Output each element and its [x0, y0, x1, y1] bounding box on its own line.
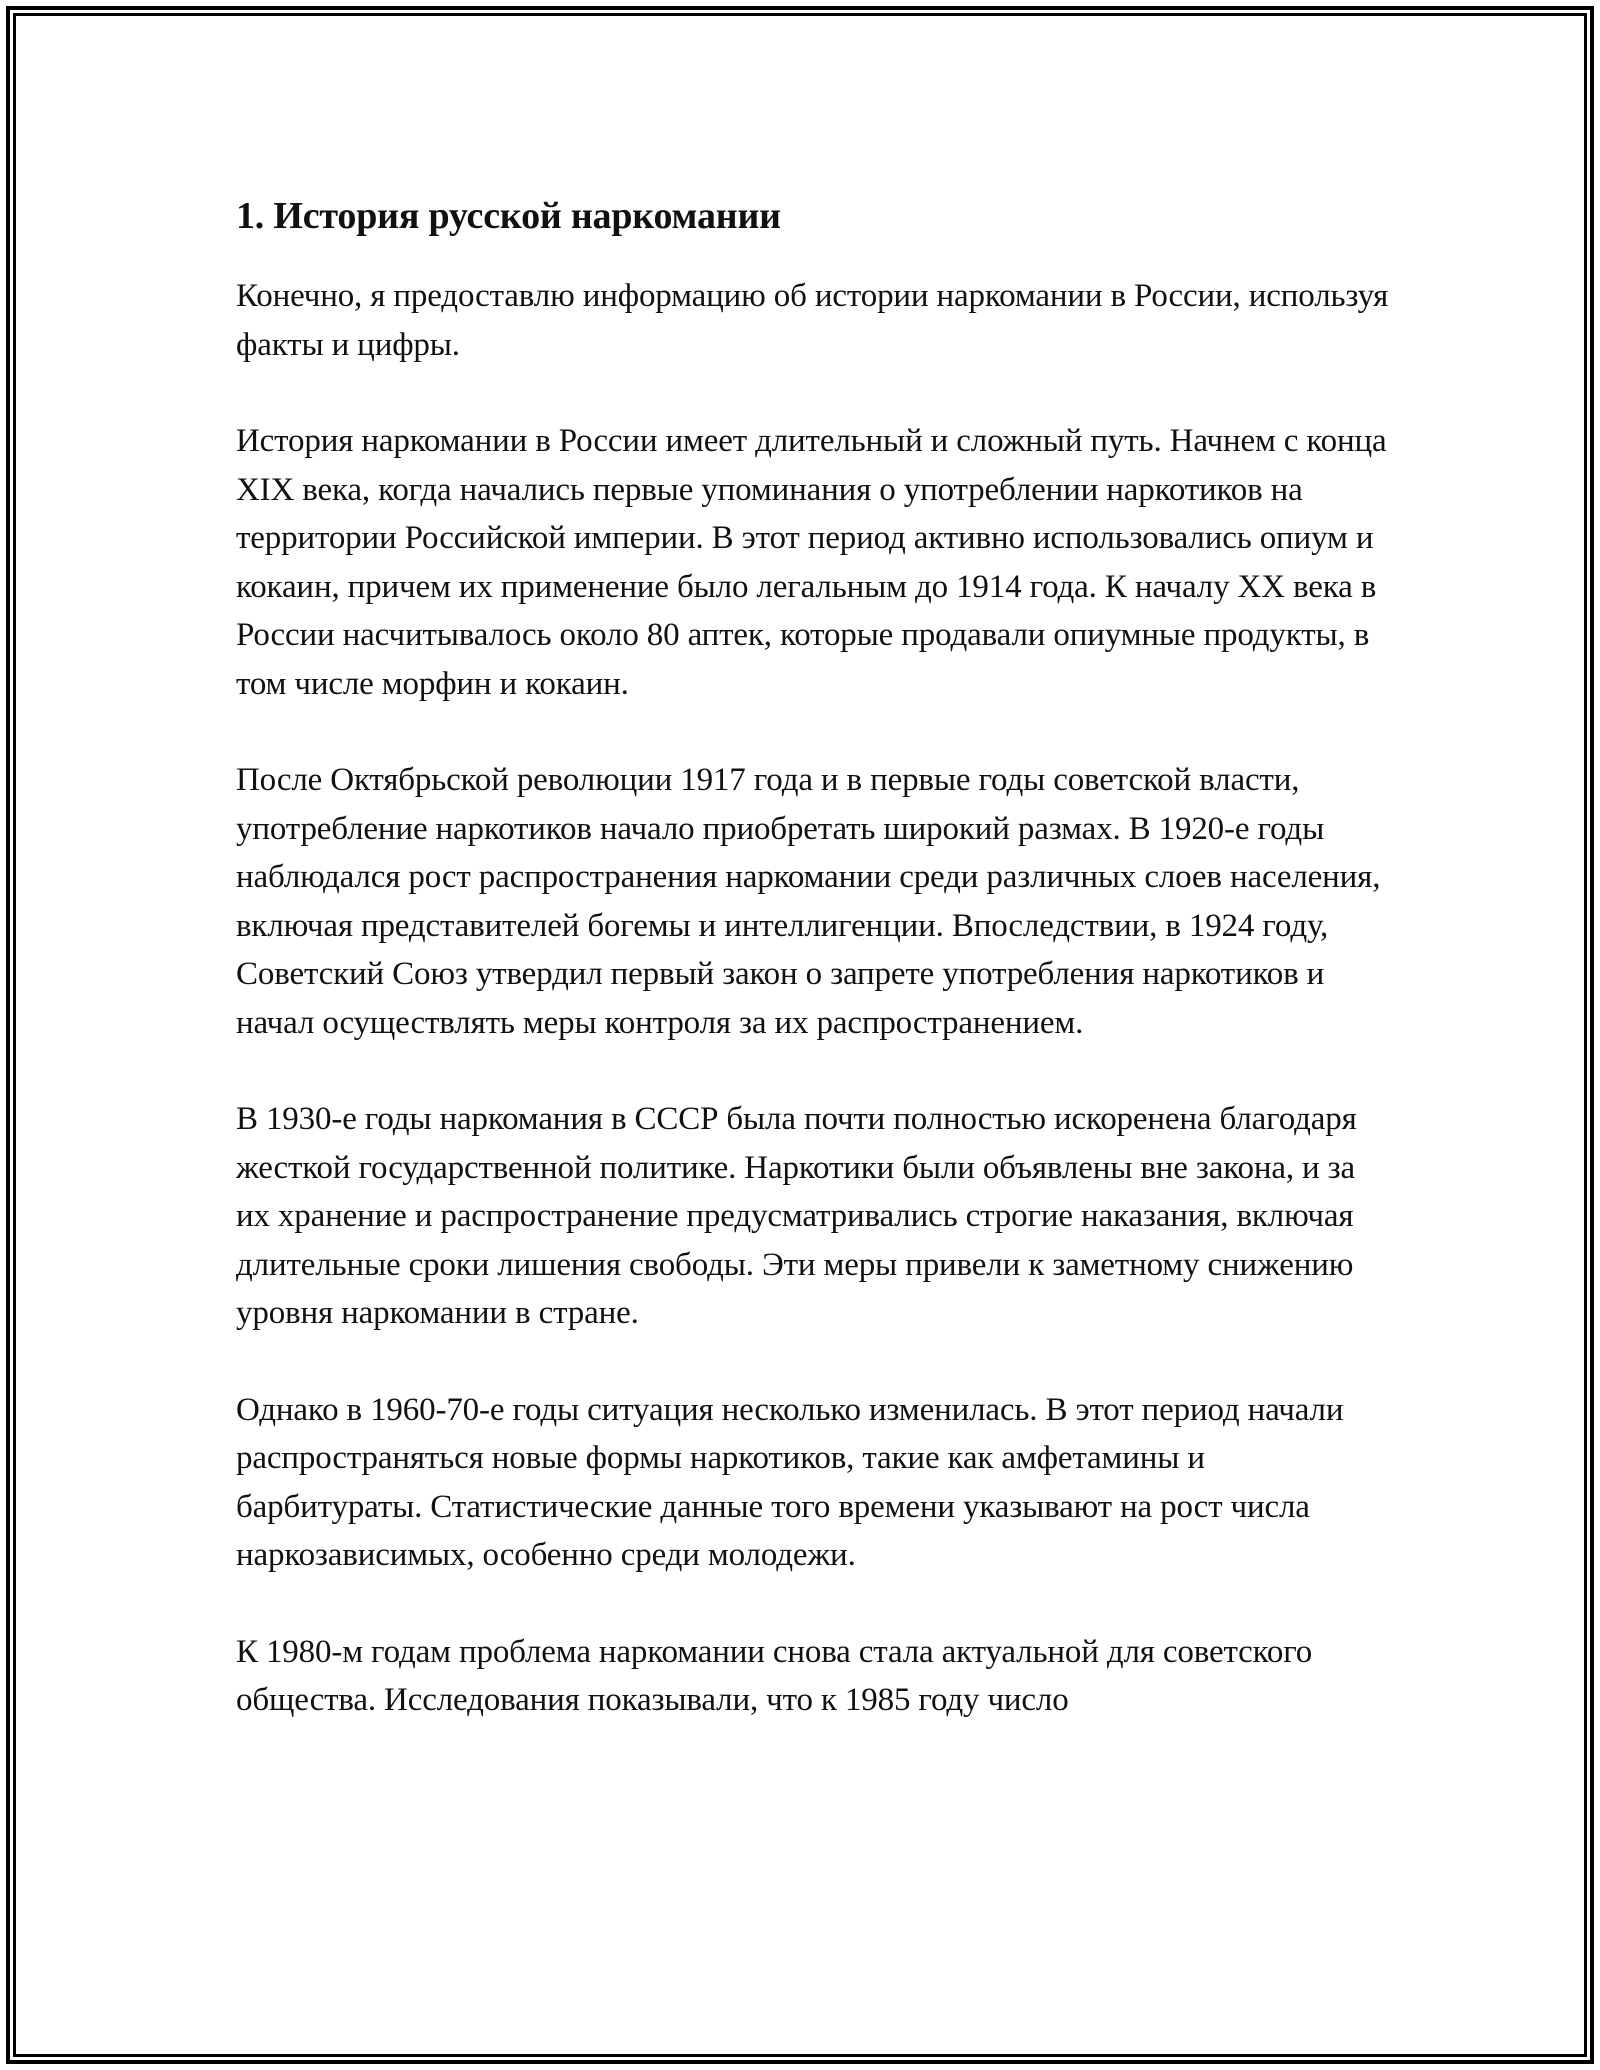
document-page [236, 188, 1396, 1773]
paragraph-intro: Конечно, я предоставлю информацию об истории наркомании в России, используя факты и цифры. [236, 278, 1389, 363]
paragraph-1960s-70s: Однако в 1960-70-е годы ситуация несколько изменилась. В этот период начали распространяться новые формы наркотиков, такие как амфетамины и барбитураты. Статистические данные того времени указывают на рост числа наркозависимых, особенно среди молодежи. [236, 1391, 1344, 1573]
paragraph-1980s: К 1980-м годам проблема наркомании снова стала актуальной для советского общества. Исследования показывали, что к 1985 году число [236, 1633, 1313, 1718]
paragraph-1930s: В 1930-е годы наркомания в СССР была почти полностью искоренена благодаря жесткой государственной политике. Наркотики были объявлены вне закона, и за их хранение и распространение предусматривались строгие наказания, включая длительные сроки лишения свободы. Эти меры привели к заметному снижению уровня наркомании в стране. [236, 1101, 1357, 1331]
section-heading: 1. История русской наркомании [236, 195, 781, 237]
paragraph-revolution-1920s: После Октябрьской революции 1917 года и в первые годы советской власти, употребление наркотиков начало приобретать широкий размах. В 1920-е годы наблюдался рост распространения наркомании среди различных слоев населения, включая представителей богемы и интеллигенции. Впоследствии, в 1924 году, Советский Союз утвердил первый закон о запрете употребления наркотиков и начал осуществлять меры контроля за их распространением. [236, 762, 1381, 1041]
paragraph-19th-century: История наркомании в России имеет длительный и сложный путь. Начнем с конца XIX века, когда начались первые упоминания о употреблении наркотиков на территории Российской империи. В этот период активно использовались опиум и кокаин, причем их применение было легальным до 1914 года. К началу XX века в России насчитывалось около 80 аптек, которые продавали опиумные продукты, в том числе морфин и кокаин. [236, 423, 1387, 702]
